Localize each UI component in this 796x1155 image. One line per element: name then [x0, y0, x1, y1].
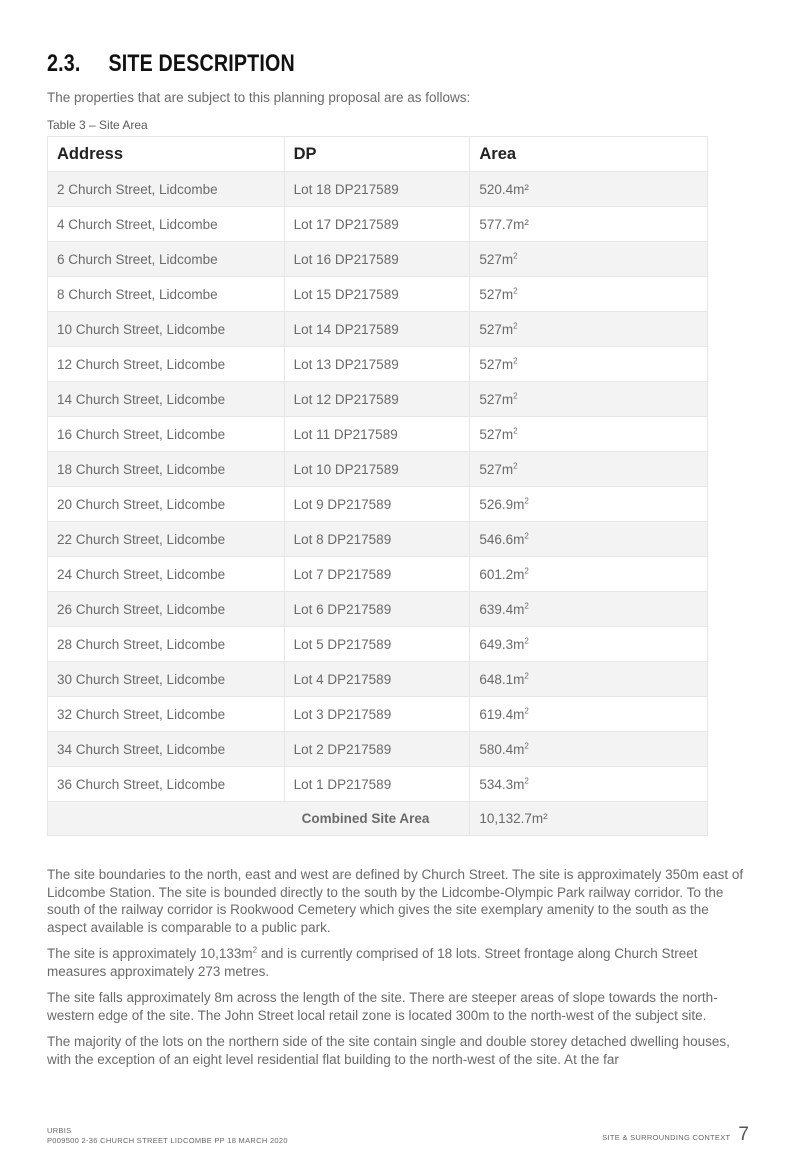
row-area-value: 526.9	[479, 496, 514, 512]
row-area-unit: m²	[513, 216, 529, 232]
row-address: 20 Church Street, Lidcombe	[48, 487, 285, 522]
table-row	[48, 207, 708, 242]
row-area-unit: m	[513, 671, 525, 687]
row-area-unit-superscript: 2	[513, 391, 518, 400]
row-dp: Lot 1 DP217589	[284, 767, 470, 802]
table-row	[48, 487, 708, 522]
row-dp: Lot 13 DP217589	[284, 347, 470, 382]
row-area-value: 546.6	[479, 531, 514, 547]
row-address: 6 Church Street, Lidcombe	[48, 242, 285, 277]
row-area	[470, 732, 708, 767]
table-row	[48, 452, 708, 487]
paragraph-existing-development: The majority of the lots on the northern side of the site contain single and double storey detached dwelling houses, with the exception of an eight level residential flat building to the north-west of the site. At the far	[47, 1034, 730, 1067]
row-dp: Lot 7 DP217589	[284, 557, 470, 592]
row-area	[470, 767, 708, 802]
row-area-unit: m	[513, 706, 525, 722]
row-area-unit-superscript: 2	[524, 706, 529, 715]
row-area-unit-superscript: 2	[513, 426, 518, 435]
row-dp: Lot 9 DP217589	[284, 487, 470, 522]
table-row	[48, 732, 708, 767]
table-row	[48, 312, 708, 347]
body-text	[47, 866, 747, 1077]
table-row	[48, 242, 708, 277]
row-area-unit: m	[513, 601, 525, 617]
row-area-value: 520.4	[479, 181, 514, 197]
row-area-value: 527	[479, 461, 502, 477]
table-row	[48, 347, 708, 382]
row-area-unit: m	[501, 461, 514, 477]
row-area-unit-superscript: 2	[524, 496, 529, 505]
section-heading	[47, 50, 295, 78]
row-area-value: 601.2	[479, 566, 514, 582]
total-value: 10,132.7m²	[470, 802, 708, 836]
table-row	[48, 697, 708, 732]
paragraph-site-size	[47, 945, 747, 980]
table-header-row	[48, 137, 708, 172]
row-area-unit: m	[513, 741, 525, 757]
row-area	[470, 242, 708, 277]
row-area-unit-superscript: 2	[524, 566, 529, 575]
row-address: 26 Church Street, Lidcombe	[48, 592, 285, 627]
row-address: 2 Church Street, Lidcombe	[48, 172, 285, 207]
site-area-table	[47, 136, 708, 836]
row-area-value: 580.4	[479, 741, 514, 757]
row-address: 30 Church Street, Lidcombe	[48, 662, 285, 697]
row-area-unit-superscript: 2	[524, 776, 529, 785]
row-area-value: 649.3	[479, 636, 514, 652]
row-dp: Lot 16 DP217589	[284, 242, 470, 277]
row-area-unit-superscript: 2	[524, 671, 529, 680]
row-area	[470, 487, 708, 522]
table-caption: Table 3 – Site Area	[47, 118, 148, 132]
row-dp: Lot 17 DP217589	[284, 207, 470, 242]
row-area-unit: m	[501, 321, 514, 337]
table-row	[48, 417, 708, 452]
table-body	[48, 172, 708, 802]
row-area-value: 648.1	[479, 671, 514, 687]
site-size-text-start: The site is approximately 10,133m	[47, 946, 253, 961]
footer-right	[602, 1124, 749, 1146]
row-area-unit-superscript: 2	[513, 251, 518, 260]
row-dp: Lot 18 DP217589	[284, 172, 470, 207]
row-area-unit: m	[513, 531, 525, 547]
row-area-unit-superscript: 2	[524, 636, 529, 645]
row-area-unit-superscript: 2	[513, 356, 518, 365]
footer-left	[47, 1126, 288, 1146]
table-row	[48, 767, 708, 802]
row-area-unit: m	[513, 496, 525, 512]
row-area-unit: m²	[513, 181, 529, 197]
row-area	[470, 172, 708, 207]
row-area	[470, 627, 708, 662]
row-dp: Lot 15 DP217589	[284, 277, 470, 312]
row-area-unit: m	[513, 776, 525, 792]
row-area	[470, 207, 708, 242]
row-area-unit: m	[501, 356, 514, 372]
row-address: 10 Church Street, Lidcombe	[48, 312, 285, 347]
row-area-unit-superscript: 2	[513, 286, 518, 295]
table-row	[48, 662, 708, 697]
footer-document-ref: P009500 2-36 CHURCH STREET LIDCOMBE PP 18 MARCH 2020	[47, 1136, 288, 1145]
row-address: 14 Church Street, Lidcombe	[48, 382, 285, 417]
row-dp: Lot 6 DP217589	[284, 592, 470, 627]
row-area	[470, 382, 708, 417]
row-area-unit: m	[501, 426, 514, 442]
row-dp: Lot 4 DP217589	[284, 662, 470, 697]
table-row	[48, 172, 708, 207]
row-dp: Lot 10 DP217589	[284, 452, 470, 487]
table-row	[48, 557, 708, 592]
row-dp: Lot 3 DP217589	[284, 697, 470, 732]
total-label: Combined Site Area	[48, 802, 470, 836]
paragraph-boundaries: The site boundaries to the north, east and west are defined by Church Street. The site is approximately 350m east of Lidcombe Station. The site is bounded directly to the south by the Lidcombe-Olympic Park railway corridor. To the south of the railway corridor is Rookwood Cemetery which gives the site exemplary amenity to the south as the aspect available is comparable to a public park.	[47, 867, 744, 935]
footer-company: URBIS	[47, 1126, 72, 1135]
row-address: 22 Church Street, Lidcombe	[48, 522, 285, 557]
row-area-value: 527	[479, 251, 502, 267]
table-row	[48, 627, 708, 662]
row-area-unit: m	[513, 636, 525, 652]
row-address: 8 Church Street, Lidcombe	[48, 277, 285, 312]
table-row	[48, 522, 708, 557]
table-row	[48, 277, 708, 312]
header-dp: DP	[284, 137, 470, 172]
row-area-value: 619.4	[479, 706, 514, 722]
row-area-unit-superscript: 2	[513, 321, 518, 330]
row-area	[470, 277, 708, 312]
row-dp: Lot 5 DP217589	[284, 627, 470, 662]
table-total-row	[48, 802, 708, 836]
row-area-unit: m	[513, 566, 525, 582]
row-area-unit-superscript: 2	[524, 531, 529, 540]
section-number: 2.3.	[47, 50, 81, 77]
row-area-value: 577.7	[479, 216, 514, 232]
row-dp: Lot 8 DP217589	[284, 522, 470, 557]
row-address: 34 Church Street, Lidcombe	[48, 732, 285, 767]
row-area	[470, 592, 708, 627]
row-area	[470, 522, 708, 557]
row-dp: Lot 12 DP217589	[284, 382, 470, 417]
row-area	[470, 557, 708, 592]
row-area-unit: m	[501, 391, 514, 407]
row-address: 36 Church Street, Lidcombe	[48, 767, 285, 802]
row-dp: Lot 11 DP217589	[284, 417, 470, 452]
row-area-value: 534.3	[479, 776, 514, 792]
row-area	[470, 417, 708, 452]
footer-section-name: SITE & SURROUNDING CONTEXT	[602, 1133, 731, 1142]
row-address: 18 Church Street, Lidcombe	[48, 452, 285, 487]
row-area-value: 527	[479, 426, 502, 442]
row-area	[470, 697, 708, 732]
row-area	[470, 347, 708, 382]
row-address: 24 Church Street, Lidcombe	[48, 557, 285, 592]
page-number: 7	[738, 1124, 749, 1145]
row-address: 12 Church Street, Lidcombe	[48, 347, 285, 382]
row-area-unit-superscript: 2	[524, 601, 529, 610]
row-address: 4 Church Street, Lidcombe	[48, 207, 285, 242]
row-area-unit-superscript: 2	[524, 741, 529, 750]
site-size-superscript: 2	[252, 945, 258, 955]
row-area	[470, 662, 708, 697]
row-area-value: 639.4	[479, 601, 514, 617]
table-row	[48, 592, 708, 627]
row-area	[470, 452, 708, 487]
table-row	[48, 382, 708, 417]
site-size-text-end: and is currently comprised of 18 lots. Street frontage along Church Street measures approximately 273 metres.	[47, 946, 698, 979]
header-address: Address	[48, 137, 285, 172]
row-area-value: 527	[479, 356, 502, 372]
row-dp: Lot 14 DP217589	[284, 312, 470, 347]
intro-text: The properties that are subject to this planning proposal are as follows:	[47, 90, 471, 105]
row-area-unit: m	[501, 251, 514, 267]
row-address: 28 Church Street, Lidcombe	[48, 627, 285, 662]
paragraph-topography: The site falls approximately 8m across the length of the site. There are steeper areas of slope towards the north-western edge of the site. The John Street local retail zone is located 300m to the north-west of the subject site.	[47, 990, 718, 1023]
row-dp: Lot 2 DP217589	[284, 732, 470, 767]
row-area-value: 527	[479, 321, 502, 337]
row-area	[470, 312, 708, 347]
row-address: 32 Church Street, Lidcombe	[48, 697, 285, 732]
row-address: 16 Church Street, Lidcombe	[48, 417, 285, 452]
section-title: SITE DESCRIPTION	[108, 50, 295, 77]
header-area: Area	[470, 137, 708, 172]
row-area-value: 527	[479, 286, 502, 302]
row-area-unit-superscript: 2	[513, 461, 518, 470]
row-area-unit: m	[501, 286, 514, 302]
row-area-value: 527	[479, 391, 502, 407]
